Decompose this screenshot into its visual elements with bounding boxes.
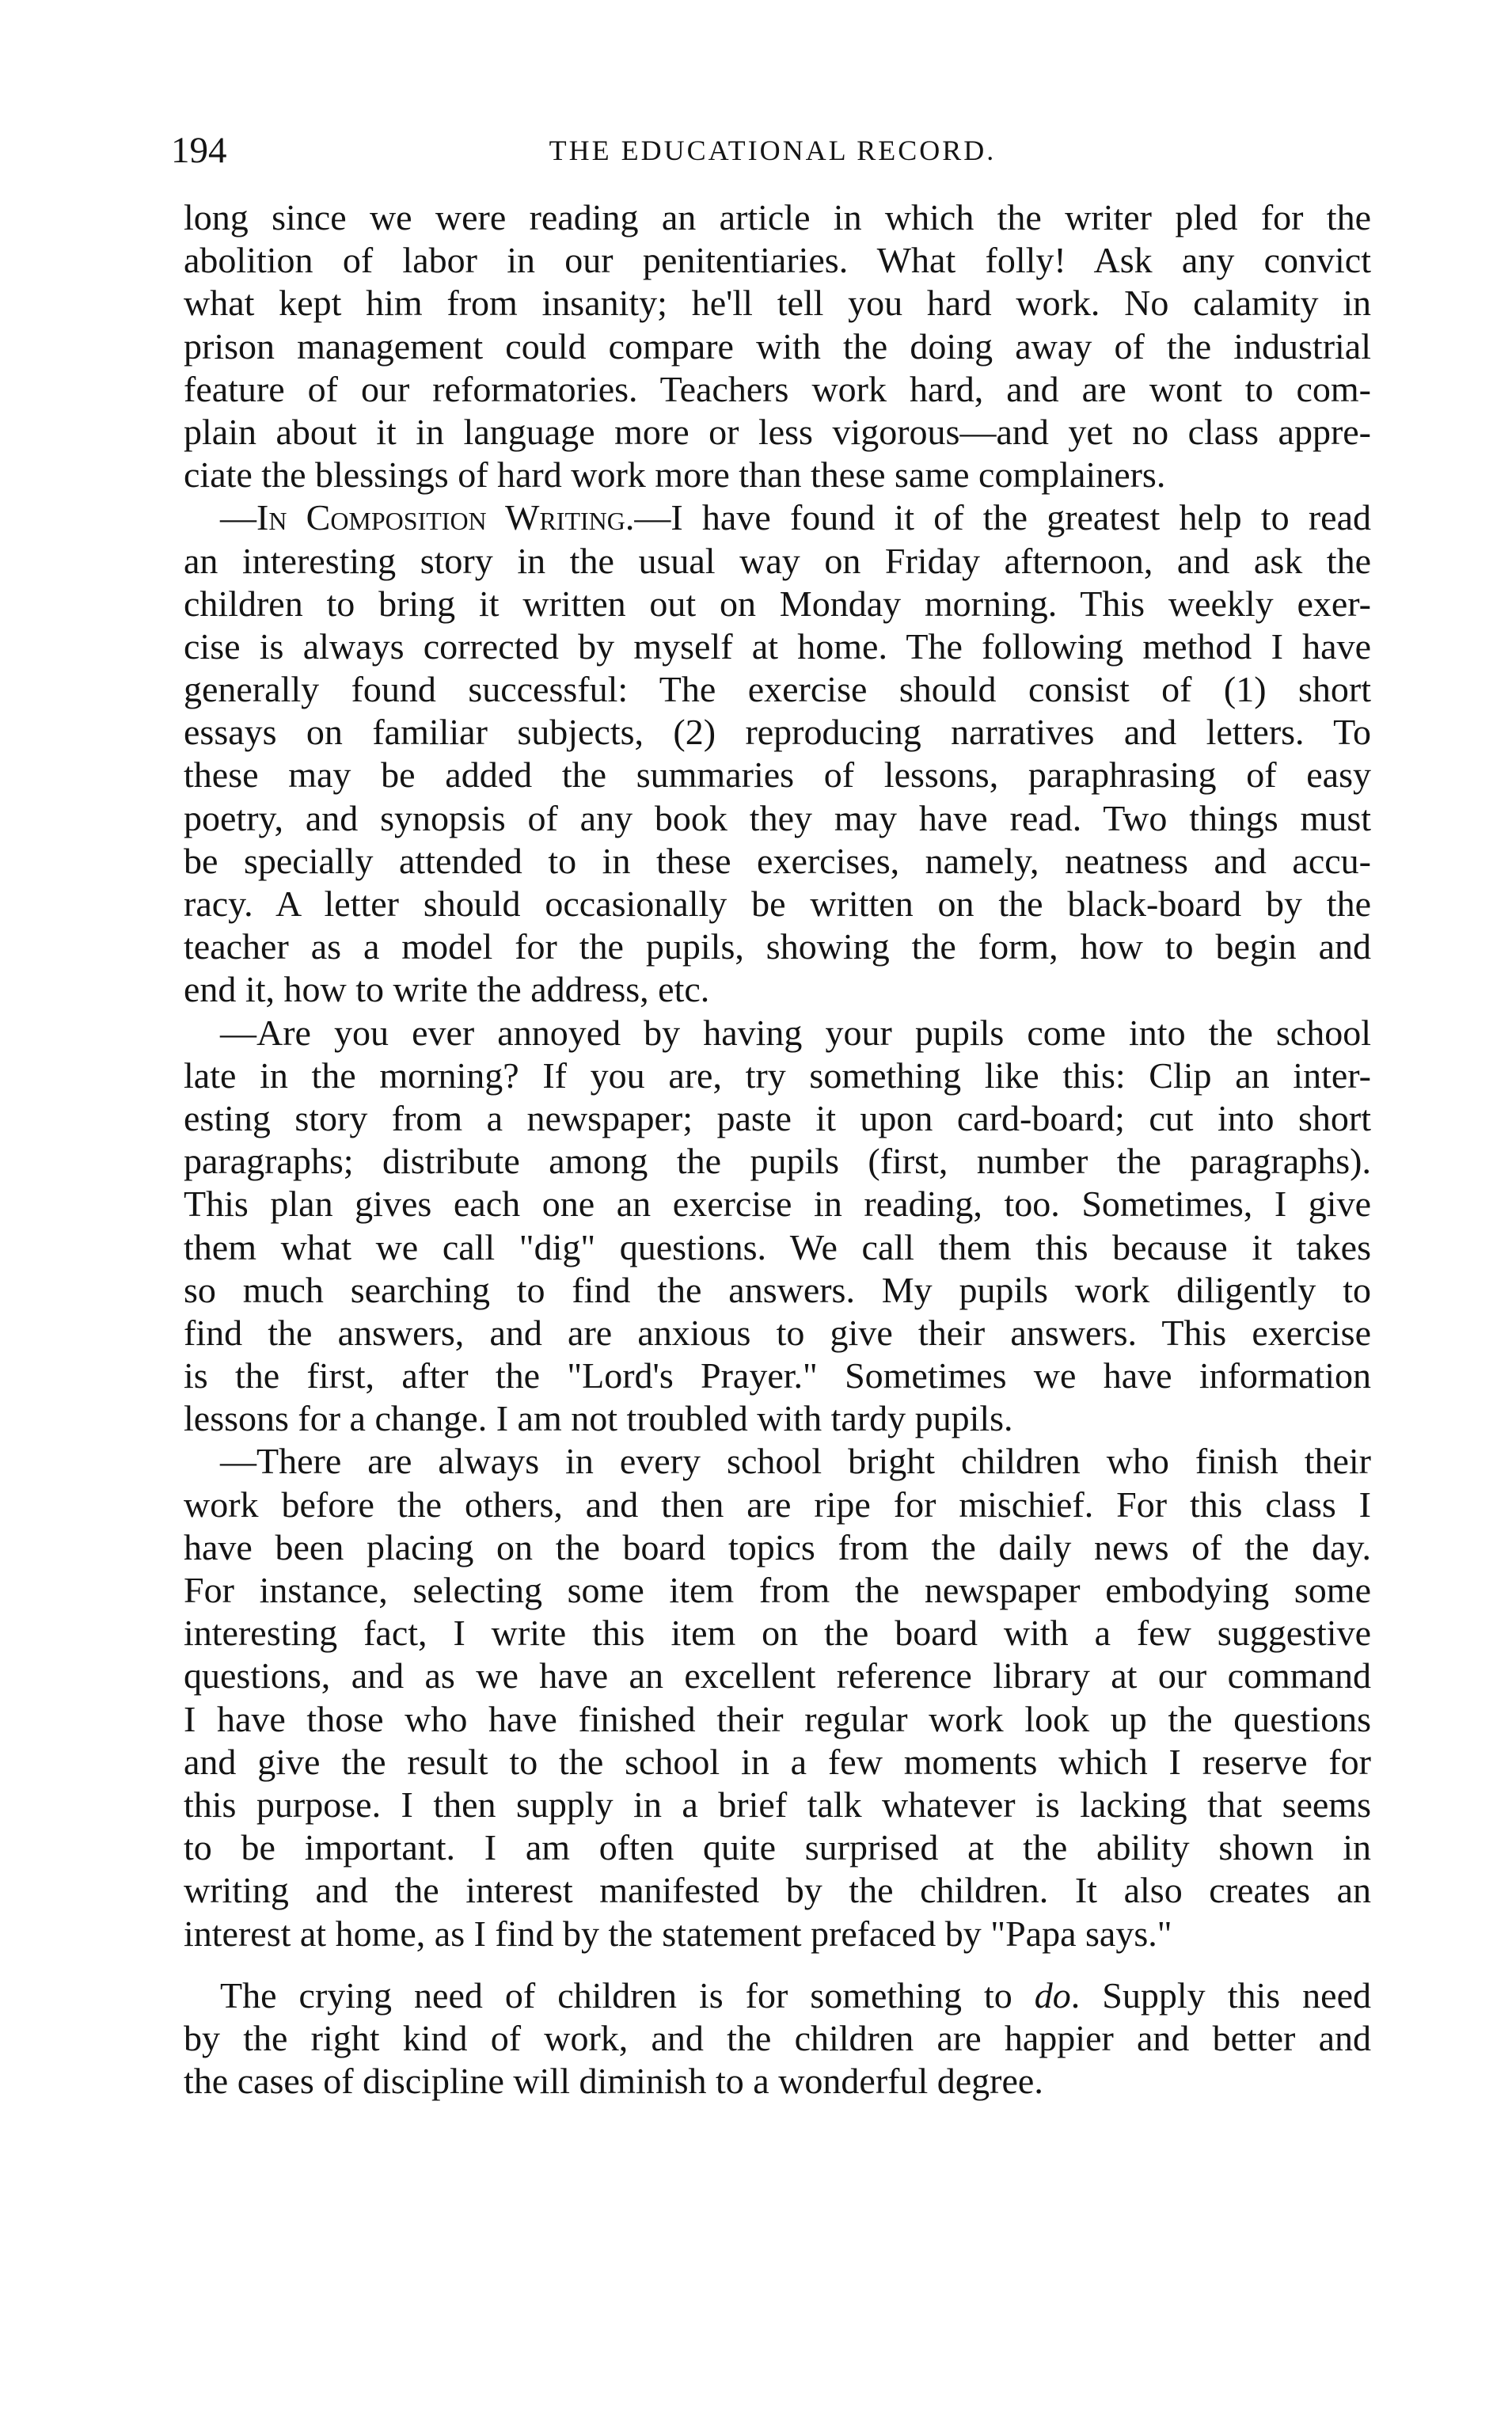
text-line: long since we were reading an article in which the writer pled for the bbox=[184, 197, 1371, 237]
text-line: be specially attended to in these exercises, namely, neatness and accu- bbox=[184, 840, 1371, 881]
text-line: children to bring it written out on Monday morning. This weekly exer- bbox=[184, 583, 1371, 624]
text-line: is the first, after the "Lord's Prayer." Sometimes we have information bbox=[184, 1355, 1371, 1396]
running-head bbox=[171, 127, 1374, 174]
line-start: The crying need of children is for something to bbox=[220, 1974, 1035, 2016]
paragraph-composition-writing bbox=[184, 496, 1371, 1011]
text-line: generally found successful: The exercise should consist of (1) short bbox=[184, 669, 1371, 710]
text-line: by the right kind of work, and the children are happier and better and bbox=[184, 2017, 1371, 2058]
text-line: teacher as a model for the pupils, showing the form, how to begin and bbox=[184, 926, 1371, 967]
text-line: work before the others, and then are ripe for mischief. For this class I bbox=[184, 1484, 1371, 1525]
text-line: these may be added the summaries of lessons, paraphrasing of easy bbox=[184, 754, 1371, 796]
text-line: the cases of discipline will diminish to a wonderful degree. bbox=[184, 2061, 1043, 2102]
text-line: —Are you ever annoyed by having your pupils come into the school bbox=[220, 1012, 1371, 1053]
paragraph-bright-children bbox=[184, 1440, 1371, 1955]
heading-punctuation: .— bbox=[625, 497, 671, 538]
text-line: what kept him from insanity; he'll tell you hard work. No calamity in bbox=[184, 283, 1371, 324]
text-line: and give the result to the school in a few moments which I reserve for bbox=[184, 1741, 1371, 1782]
paragraph-labor bbox=[184, 196, 1371, 496]
text-line: interest at home, as I find by the statement prefaced by "Papa says." bbox=[184, 1913, 1172, 1954]
text-line: For instance, selecting some item from the newspaper embodying some bbox=[184, 1570, 1371, 1610]
text-line: to be important. I am often quite surprised at the ability shown in bbox=[184, 1827, 1371, 1868]
text-line: find the answers, and are anxious to give their answers. This exercise bbox=[184, 1312, 1371, 1353]
text-line: racy. A letter should occasionally be written on the black-board by the bbox=[184, 883, 1371, 924]
emphasis-word: do bbox=[1034, 1974, 1071, 2016]
text-line: lessons for a change. I am not troubled with tardy pupils. bbox=[184, 1398, 1013, 1439]
heading-dash: — bbox=[220, 497, 256, 538]
text-line: interesting fact, I write this item on the board with a few suggestive bbox=[184, 1613, 1371, 1654]
running-title: THE EDUCATIONAL RECORD. bbox=[549, 135, 997, 166]
text-line: paragraphs; distribute among the pupils (first, number the paragraphs). bbox=[184, 1141, 1371, 1182]
text-line: essays on familiar subjects, (2) reproducing narratives and letters. To bbox=[184, 712, 1371, 753]
text-line: prison management could compare with the doing away of the industrial bbox=[184, 325, 1371, 367]
text-line: —There are always in every school bright children who finish their bbox=[220, 1441, 1371, 1482]
text-line: have been placing on the board topics from the daily news of the day. bbox=[184, 1526, 1371, 1567]
text-line: an interesting story in the usual way on Friday afternoon, and ask the bbox=[184, 540, 1371, 581]
text-line: feature of our reformatories. Teachers work hard, and are wont to com- bbox=[184, 368, 1371, 409]
text-line: late in the morning? If you are, try something like this: Clip an inter- bbox=[184, 1054, 1371, 1096]
page-number: 194 bbox=[171, 130, 227, 171]
paragraph-closing bbox=[184, 1974, 1371, 2103]
text-line: I have those who have finished their regular work look up the questions bbox=[184, 1698, 1371, 1739]
text-line: end it, how to write the address, etc. bbox=[184, 969, 710, 1010]
section-heading: In Composition Writing bbox=[256, 497, 625, 538]
line-remainder: I have found it of the greatest help to read bbox=[671, 497, 1371, 538]
line-end: . Supply this need bbox=[1070, 1974, 1371, 2016]
text-line bbox=[184, 1974, 1371, 2017]
paragraph-tardy-pupils bbox=[184, 1012, 1371, 1441]
text-line: this purpose. I then supply in a brief talk whatever is lacking that seems bbox=[184, 1784, 1371, 1825]
text-line: esting story from a newspaper; paste it upon card-board; cut into short bbox=[184, 1097, 1371, 1138]
text-line: abolition of labor in our penitentiaries. What folly! Ask any convict bbox=[184, 240, 1371, 281]
text-line: questions, and as we have an excellent reference library at our command bbox=[184, 1655, 1371, 1697]
text-line bbox=[184, 496, 1371, 539]
body-text bbox=[184, 196, 1371, 2103]
text-line: This plan gives each one an exercise in reading, too. Sometimes, I give bbox=[184, 1184, 1371, 1225]
text-line: cise is always corrected by myself at home. The following method I have bbox=[184, 625, 1371, 667]
text-line: poetry, and synopsis of any book they may have read. Two things must bbox=[184, 797, 1371, 838]
text-line: ciate the blessings of hard work more than these same complainers. bbox=[184, 454, 1166, 496]
text-line: writing and the interest manifested by the children. It also creates an bbox=[184, 1870, 1371, 1911]
text-line: plain about it in language more or less vigorous—and yet no class appre- bbox=[184, 411, 1371, 452]
text-line: them what we call "dig" questions. We call them this because it takes bbox=[184, 1226, 1371, 1267]
text-line: so much searching to find the answers. My pupils work diligently to bbox=[184, 1269, 1371, 1310]
